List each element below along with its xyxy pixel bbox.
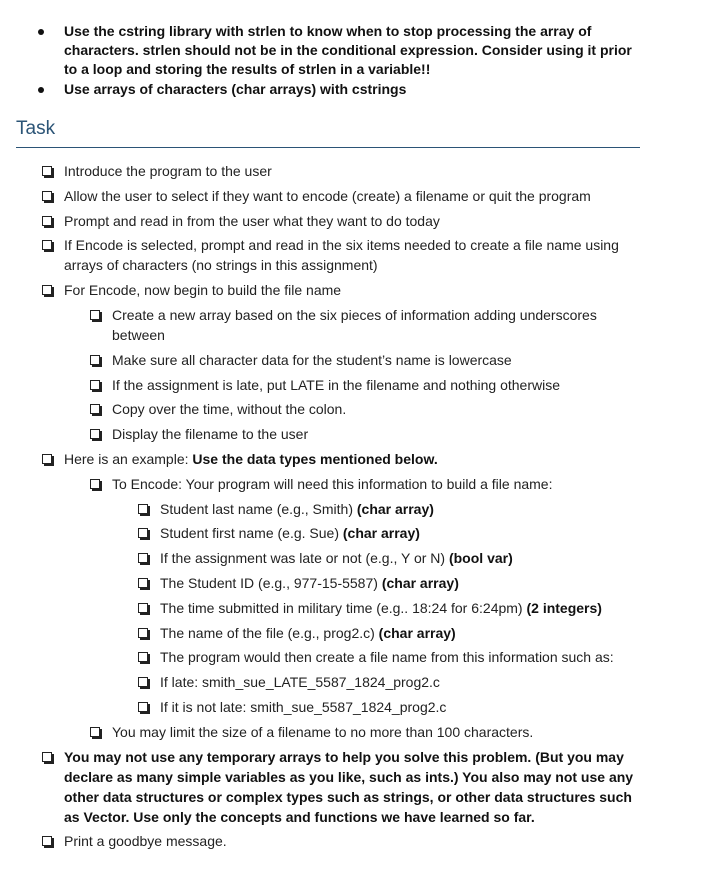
checklist-item: [0, 831, 706, 851]
checklist-item: [0, 235, 706, 275]
checkbox-icon: [138, 528, 148, 538]
filename-example-not-late: If it is not late: smith_sue_5587_1824_prog2.c: [160, 698, 447, 715]
checklist-item-text: If Encode is selected, prompt and read in the six items needed to create a file name using arrays of characters (no strings in this assignment): [64, 237, 619, 274]
checklist-field-item: [0, 548, 706, 568]
checkbox-icon: [138, 553, 148, 563]
bullet-dot-icon: [38, 87, 44, 93]
checklist-item-text: Here is an example:: [64, 450, 193, 467]
checklist-field-item: [0, 523, 706, 543]
checklist-item-text: Display the filename to the user: [112, 426, 309, 443]
field-description: Student last name (e.g., Smith): [160, 500, 357, 517]
intro-bullet-text: Use the cstring library with strlen to know when to stop processing the array of characters. strlen should not be in the conditional expression. Consider using it prior to a loop and storing the results of strlen in a variable!!: [64, 23, 632, 77]
checklist-item-text: You may not use any temporary arrays to help you solve this problem. (But you may declare as many simple variables as you like, such as ints.) You also may not use any other data structures or complex types such as strings, or other data structures such as Vector. Use only the concepts and functions we have learned so far.: [64, 748, 634, 825]
checklist-subitem: [0, 399, 706, 419]
checklist-field-item: [0, 573, 706, 593]
field-description: The time submitted in military time (e.g.. 18:24 for 6:24pm): [160, 599, 527, 616]
checkbox-icon: [42, 752, 52, 762]
checkbox-icon: [138, 603, 148, 613]
checklist-item: [0, 280, 706, 300]
checkbox-icon: [42, 216, 52, 226]
checkbox-icon: [42, 285, 52, 295]
intro-bullet: [0, 80, 706, 99]
checklist-item: [0, 747, 706, 827]
checkbox-icon: [138, 677, 148, 687]
checklist-field-item: [0, 672, 706, 692]
checklist-item: [0, 211, 706, 231]
checklist-item-text: Print a goodbye message.: [64, 833, 227, 850]
intro-bullet: [0, 22, 706, 79]
checklist-subitem: [0, 424, 706, 444]
task-checklist: [0, 161, 706, 856]
checklist-item: [0, 449, 706, 469]
checkbox-icon: [90, 727, 100, 737]
checkbox-icon: [138, 578, 148, 588]
field-type: (char array): [342, 525, 420, 542]
checkbox-icon: [42, 166, 52, 176]
checklist-item-emphasis: Use the data types mentioned below.: [192, 450, 438, 467]
checklist-subitem: [0, 375, 706, 395]
heading-divider: [16, 147, 640, 148]
checkbox-icon: [90, 310, 100, 320]
checklist-subitem: [0, 350, 706, 370]
checklist-item-text: If the assignment is late, put LATE in the filename and nothing otherwise: [112, 376, 560, 393]
filename-example-late: If late: smith_sue_LATE_5587_1824_prog2.c: [160, 674, 440, 691]
checkbox-icon: [138, 628, 148, 638]
field-type: (char array): [381, 574, 459, 591]
field-type: (2 integers): [526, 599, 602, 616]
checkbox-icon: [42, 836, 52, 846]
intro-bullet-text: Use arrays of characters (char arrays) with cstrings: [64, 81, 407, 97]
intro-bullet-list: [0, 22, 706, 100]
checklist-field-item: [0, 647, 706, 667]
checklist-item: [0, 186, 706, 206]
checklist-item-text: Copy over the time, without the colon.: [112, 401, 347, 418]
checkbox-icon: [138, 504, 148, 514]
checklist-subitem: [0, 722, 706, 742]
checklist-field-item: [0, 499, 706, 519]
checklist-item-text: Create a new array based on the six pieces of information adding underscores between: [112, 306, 597, 343]
checklist-item-text: Allow the user to select if they want to encode (create) a filename or quit the program: [64, 187, 591, 204]
field-description: The Student ID (e.g., 977-15-5587): [160, 574, 382, 591]
checklist-field-item: [0, 598, 706, 618]
checkbox-icon: [138, 702, 148, 712]
checklist-item-text: Introduce the program to the user: [64, 163, 272, 179]
checkbox-icon: [90, 479, 100, 489]
bullet-dot-icon: [38, 29, 44, 35]
checkbox-icon: [42, 454, 52, 464]
field-type: (bool var): [448, 550, 513, 567]
checkbox-icon: [90, 380, 100, 390]
checkbox-icon: [90, 355, 100, 365]
checklist-item-text: For Encode, now begin to build the file name: [64, 282, 342, 299]
checklist-field-item: [0, 697, 706, 717]
checklist-item-text: Prompt and read in from the user what they want to do today: [64, 212, 440, 229]
checkbox-icon: [138, 652, 148, 662]
checkbox-icon: [90, 404, 100, 414]
checklist-item-text: The program would then create a file name from this information such as:: [160, 649, 614, 666]
checkbox-icon: [42, 240, 52, 250]
section-heading: Task: [16, 118, 56, 139]
checkbox-icon: [90, 429, 100, 439]
checklist-item-text: To Encode: Your program will need this information to build a file name:: [112, 475, 553, 492]
checklist-item-text: Make sure all character data for the student’s name is lowercase: [112, 351, 512, 368]
checklist-subitem: [0, 305, 706, 345]
field-type: (char array): [378, 624, 456, 641]
field-description: If the assignment was late or not (e.g., Y or N): [160, 550, 449, 567]
checkbox-icon: [42, 191, 52, 201]
checklist-item: [0, 161, 706, 181]
field-description: Student first name (e.g. Sue): [160, 525, 343, 542]
checklist-subitem: [0, 474, 706, 494]
checklist-field-item: [0, 623, 706, 643]
field-description: The name of the file (e.g., prog2.c): [160, 624, 379, 641]
field-type: (char array): [356, 500, 434, 517]
checklist-item-text: You may limit the size of a filename to no more than 100 characters.: [112, 723, 534, 740]
